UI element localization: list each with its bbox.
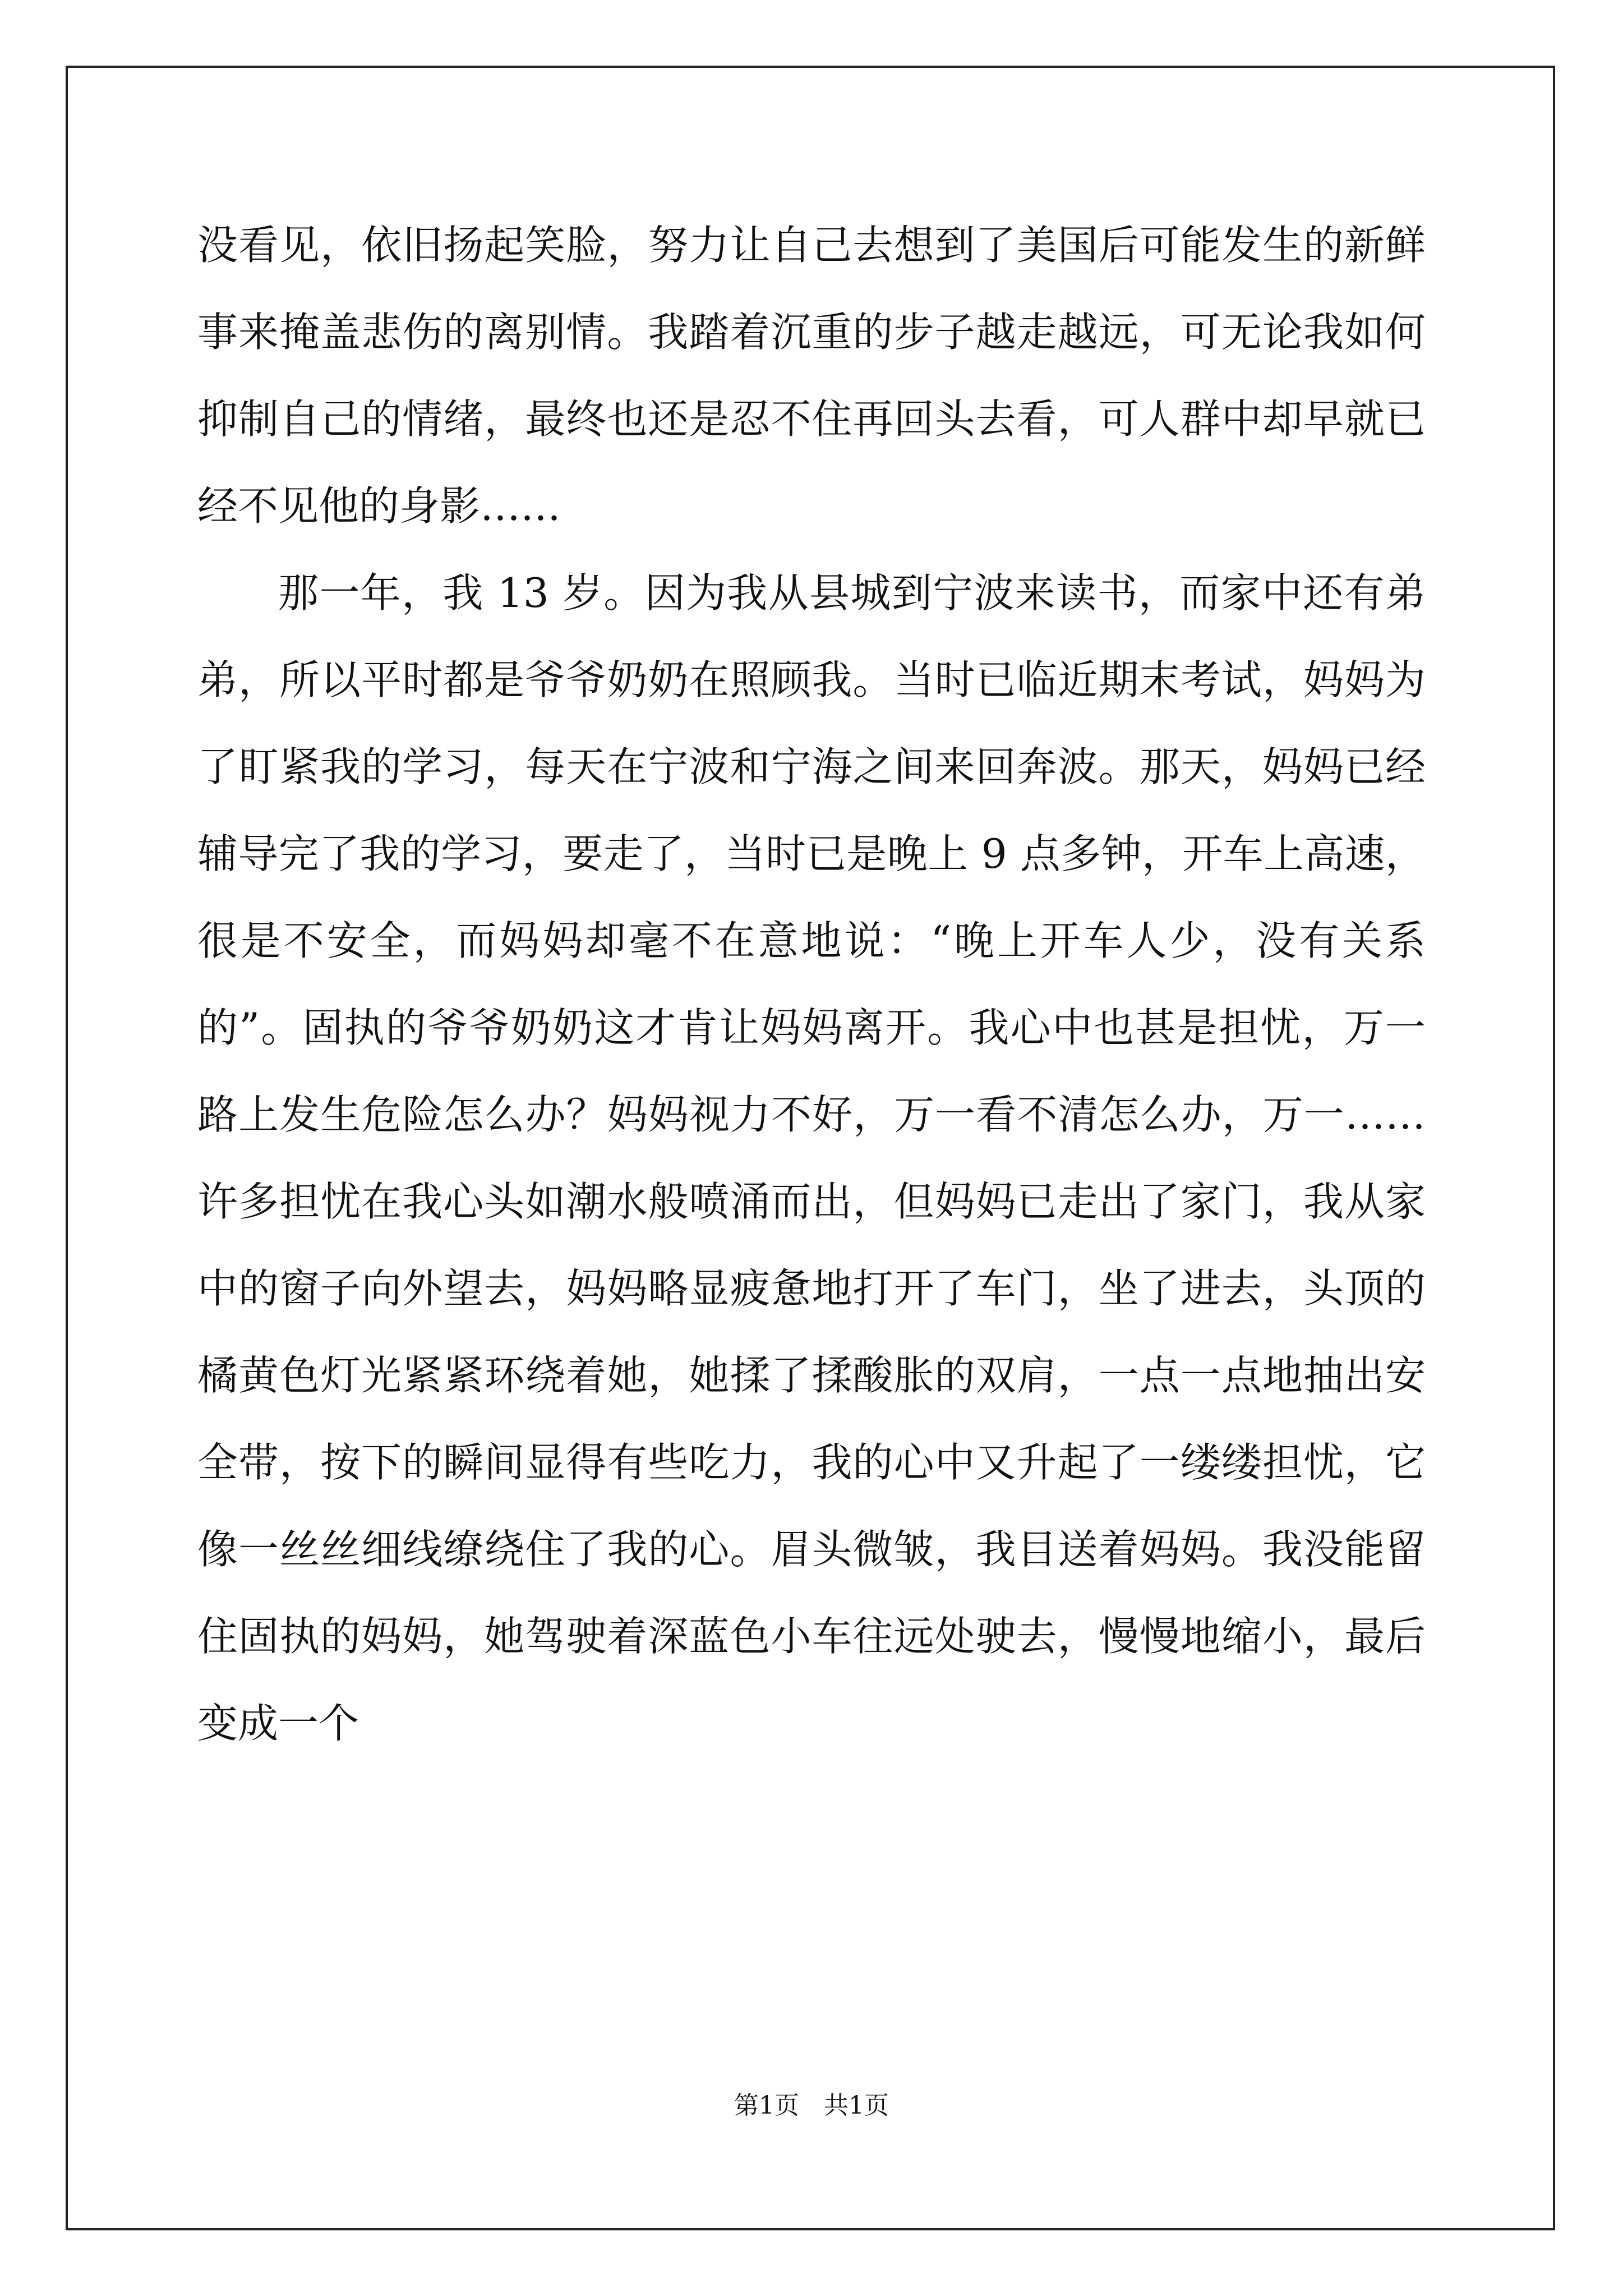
page-footer bbox=[0, 2085, 1623, 2121]
paragraph-1: 没看见，依旧扬起笑脸，努力让自己去想到了美国后可能发生的新鲜事来掩盖悲伤的离别情。我踏着沉重的步子越走越远，可无论我如何抑制自己的情绪，最终也还是忍不住再回头去看，可人群中却早就已经不见他的身影…… bbox=[197, 222, 1426, 530]
paragraph-2: 那一年，我 13 岁。因为我从县城到宁波来读书，而家中还有弟弟，所以平时都是爷爷奶奶在照顾我。当时已临近期末考试，妈妈为了盯紧我的学习，每天在宁波和宁海之间来回奔波。那天，妈妈已经辅导完了我的学习，要走了，当时已是晚上 9 点多钟，开车上高速，很是不安全，而妈妈却毫不在意地说：“晚上开车人少，没有关系的”。固执的爷爷奶奶这才肯让妈妈离开。我心中也甚是担忧，万一路上发生危险怎么办？妈妈视力不好，万一看不清怎么办，万一……许多担忧在我心头如潮水般喷涌而出，但妈妈已走出了家门，我从家中的窗子向外望去，妈妈略显疲惫地打开了车门，坐了进去，头顶的橘黄色灯光紧紧环绕着她，她揉了揉酸胀的双肩，一点一点地抽出安全带，按下的瞬间显得有些吃力，我的心中又升起了一缕缕担忧，它像一丝丝细线缭绕住了我的心。眉头微皱，我目送着妈妈。我没能留住固执的妈妈，她驾驶着深蓝色小车往远处驶去，慢慢地缩小，最后变成一个 bbox=[197, 569, 1426, 1747]
document-body bbox=[197, 202, 1426, 1767]
page-number: 第1页 bbox=[734, 2091, 799, 2120]
page-total: 共1页 bbox=[824, 2091, 889, 2120]
